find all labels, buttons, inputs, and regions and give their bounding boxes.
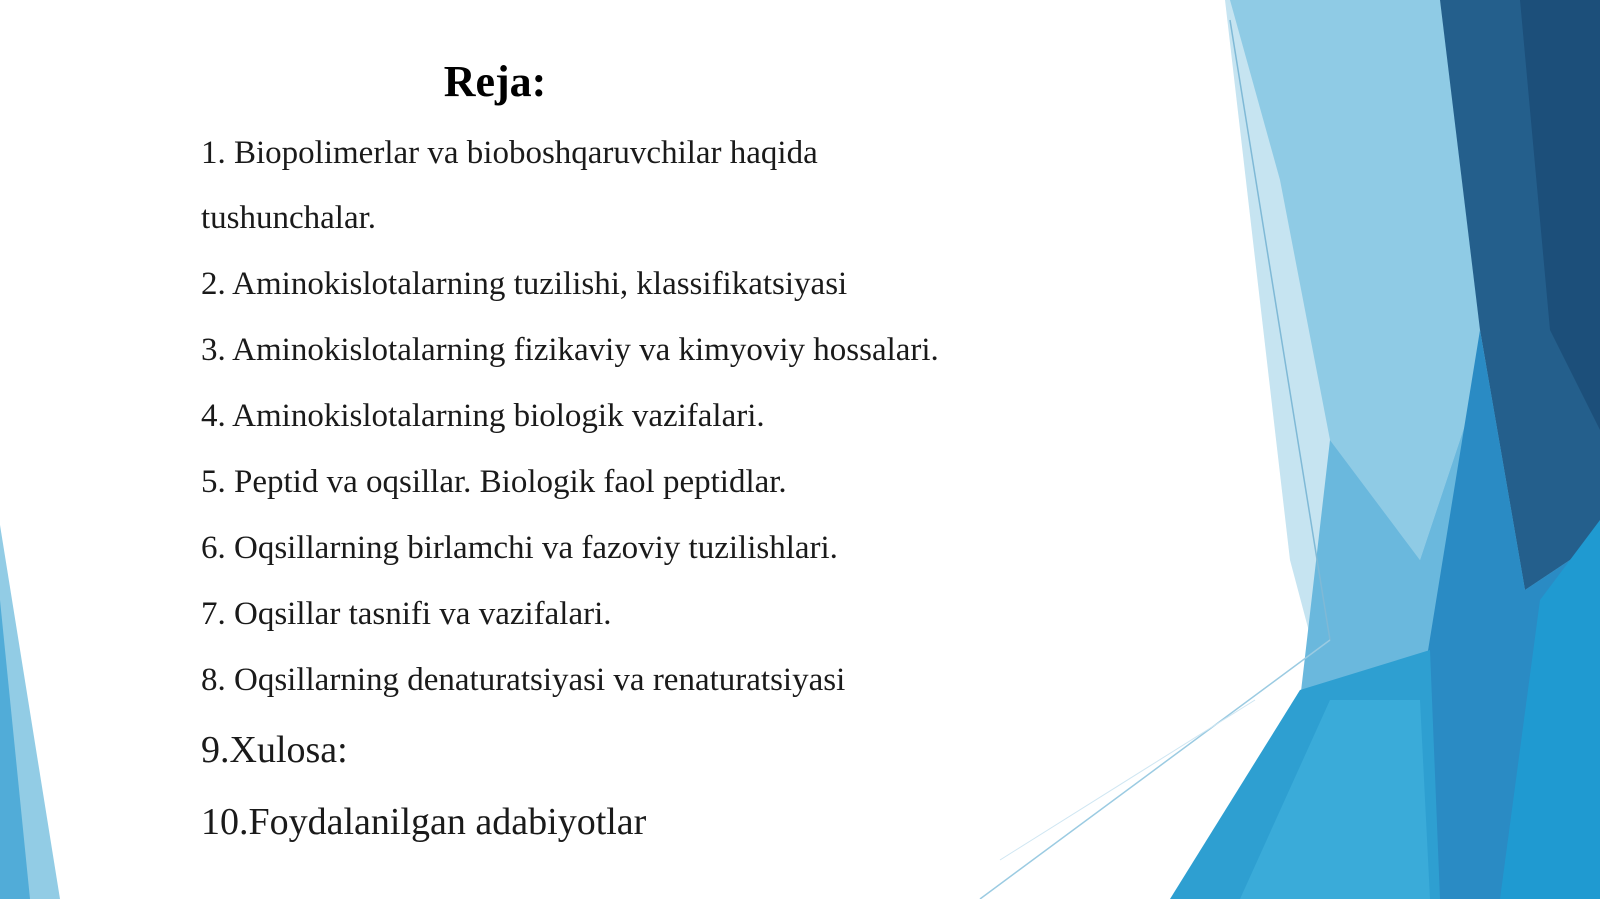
plan-item-1: 1. Biopolimerlar va bioboshqaruvchilar haqida (201, 135, 818, 171)
plan-item-3: 3. Aminokislotalarning fizikaviy va kimyoviy hossalari. (201, 332, 939, 368)
plan-item-6: 6. Oqsillarning birlamchi va fazoviy tuzilishlari. (201, 530, 838, 566)
slide-title: Reja: (443, 57, 547, 106)
plan-item-8: 8. Oqsillarning denaturatsiyasi va renaturatsiyasi (201, 662, 846, 698)
plan-item-9: 9.Xulosa: (201, 729, 348, 771)
plan-item-7: 7. Oqsillar tasnifi va vazifalari. (201, 596, 612, 632)
plan-item-10: 10.Foydalanilgan adabiyotlar (201, 801, 647, 843)
plan-item-2: 2. Aminokislotalarning tuzilishi, klassifikatsiyasi (201, 266, 848, 302)
plan-item-5: 5. Peptid va oqsillar. Biologik faol peptidlar. (201, 464, 787, 500)
plan-item-1-continued: tushunchalar. (201, 200, 377, 236)
plan-item-4: 4. Aminokislotalarning biologik vazifalari. (201, 398, 765, 434)
